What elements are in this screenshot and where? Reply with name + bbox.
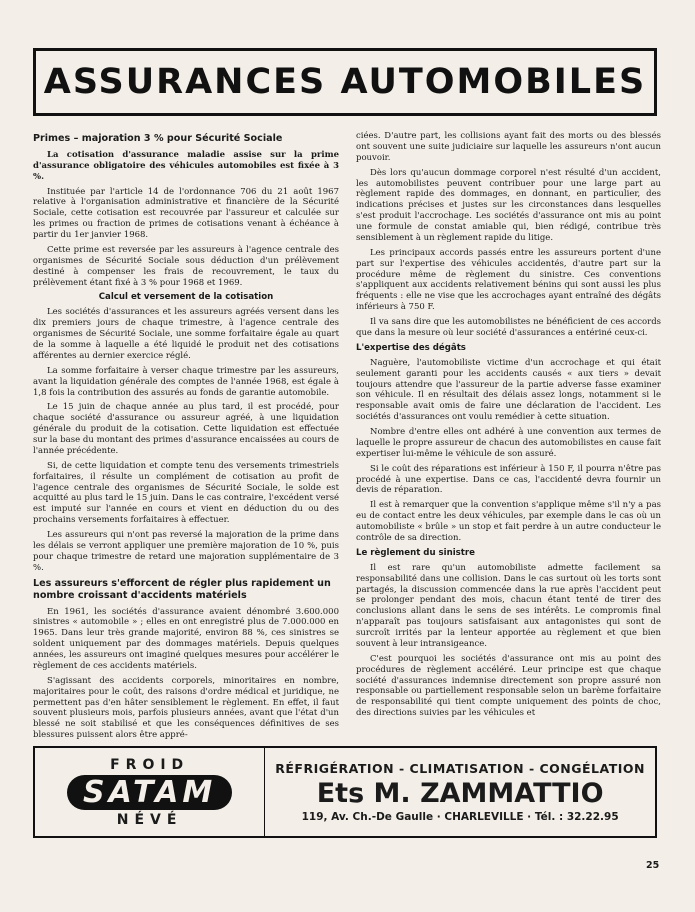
satam-logo — [35, 748, 265, 836]
paragraph: Dès lors qu'aucun dommage corporel n'est résulté d'un accident, les automobilistes peuvent contribuer pour une large part au règlement rapide des dommages, en donnant, en particulier, des indications précises et justes sur les circonstances dans lesquelles s'est produit l'accrochage. Les sociétés d'assurance ont mis au point une formule de constat amiable qui, bien rédigé, contribue très sensiblement à un règlement rapide du litige. — [356, 167, 661, 243]
paragraph: Il va sans dire que les automobilistes ne bénéficient de ces accords que dans la mesure où leur société d'assurances a entériné ceux-ci. — [356, 317, 661, 338]
title-frame — [33, 48, 657, 116]
paragraph: Si, de cette liquidation et compte tenu des versements trimestriels forfaitaires, il résulte un complément de cotisation au profit de l'agence centrale des organismes de Sécurité Sociale, le solde est acquitté au plus tard le 15 juin. Dans le cas contraire, l'excédent versé est imputé sur l'année en cours et vient en déduction du ou des prochains versements forfaitaires à effectuer. — [33, 460, 339, 526]
paragraph: Les assureurs qui n'ont pas reversé la majoration de la prime dans les délais se verront appliquer une première majoration de 10 %, puis pour chaque trimestre de retard une majoration supplémentaire de 3 %. — [33, 530, 339, 573]
ad-address: 119, Av. Ch.-De Gaulle · CHARLEVILLE · Tél. : 32.22.95 — [301, 811, 619, 823]
left-column — [33, 131, 339, 741]
ad-company-block — [265, 748, 655, 836]
page-number: 25 — [646, 860, 660, 871]
paragraph: Si le coût des réparations est inférieur à 150 F, il pourra n'être pas procédé à une expertise. Dans ce cas, l'accidenté devra fournir un devis de réparation. — [356, 463, 661, 496]
paragraph: Les principaux accords passés entre les assureurs portent d'une part sur l'expertise des véhicules accidentés, d'autre part sur la procédure même de règlement du sinistre. Ces conventions s'appliquent aux accidents relativement bénins qui sont aussi les plus fréquents : elle ne vise que les accrochages ayant entraîné des dégâts inférieurs à 750 F. — [356, 247, 661, 313]
ad-froid-text: FROID — [110, 756, 190, 773]
right-column — [356, 131, 661, 731]
paragraph: Naguère, l'automobiliste victime d'un accrochage et qui était seulement garanti pour les accidents causés « aux tiers » devait toujours attendre que l'assureur de la partie adverse fasse examiner son véhicule. Il en résultait des délais assez longs, notamment si le responsable avait omis de faire une déclaration de l'accident. Les sociétés d'assurances ont voulu remédier à cette situation. — [356, 357, 661, 423]
paragraph: ciées. D'autre part, les collisions ayant fait des morts ou des blessés ont souvent une suite judiciaire sur laquelle les assureurs n'ont aucun pouvoir. — [356, 131, 661, 163]
paragraph: Il est rare qu'un automobiliste admette facilement sa responsabilité dans une collision. Dans le cas surtout où les torts sont partagés, la discussion commencée dans la rue après l'accident peut se prolonger pendant des mois, chacun étant tenté de tirer des conclusions allant dans le sens de ses intérêts. Le compromis final n'apparaît pas toujours satisfaisant aux antagonistes qui sont de surcroît irrités par la lenteur apportée au règlement et que bien souvent à leur intransigeance. — [356, 562, 661, 649]
heading-assureurs: Les assureurs s'efforcent de régler plus rapidement un nombre croissant d'accidents matériels — [33, 577, 331, 601]
ad-satam-brand: SATAM — [67, 775, 232, 810]
paragraph: Nombre d'entre elles ont adhéré à une convention aux termes de laquelle le propre assureur de chacun des automobilistes en cause fait expertiser lui-même le véhicule de son assuré. — [356, 427, 661, 459]
ad-services: RÉFRIGÉRATION - CLIMATISATION - CONGÉLATION — [275, 761, 645, 776]
ad-neve-text: NÉVÉ — [116, 811, 183, 828]
paragraph: La somme forfaitaire à verser chaque trimestre par les assureurs, avant la liquidation générale des comptes de l'année 1968, est égale à 1,8 fois la contribution des assurés au fonds de garantie automobile. — [33, 365, 339, 398]
ad-company-name: Ets M. ZAMMATTIO — [316, 778, 604, 809]
heading-calcul: Calcul et versement de la cotisation — [98, 292, 274, 303]
paragraph: S'agissant des accidents corporels, minoritaires en nombre, majoritaires pour le coût, des raisons d'ordre médical et juridique, ne permettent pas d'en hâter sensiblement le règlement. En effet, il faut souvent plusieurs mois, parfois plusieurs années, avant que l'état d'un blessé ne soit stabilisé et que les conséquences définitives de ses blessures puissent alors être appré- — [33, 675, 339, 741]
paragraph: Le 15 juin de chaque année au plus tard, il est procédé, pour chaque société d'assurance ou assureur agréé, à une liquidation générale du produit de la cotisation. Cette liquidation est effectuée sur la base du montant des primes d'assurance encaissées au cours de l'année précédente. — [33, 402, 339, 456]
lead-paragraph: La cotisation d'assurance maladie assise sur la prime d'assurance obligatoire des véhicules automobiles est fixée à 3 %. — [33, 149, 339, 182]
paragraph: C'est pourquoi les sociétés d'assurance ont mis au point des procédures de règlement accéléré. Leur principe est que chaque société d'assurances indemnise directement son propre assuré non responsable ou partiellement responsable selon un barème forfaitaire de responsabilité qui tient compte uniquement des points de choc, des directions suivies par les véhicules et — [356, 653, 661, 719]
heading-reglement: Le règlement du sinistre — [356, 547, 475, 558]
heading-expertise: L'expertise des dégâts — [356, 342, 466, 353]
paragraph: Instituée par l'article 14 de l'ordonnance 706 du 21 août 1967 relative à l'organisation administrative et financière de la Sécurité Sociale, cette cotisation est recouvrée par l'assureur et calculée sur les primes ou fraction de primes de cotisations venant à échéance à partir du 1er janvier 1968. — [33, 186, 339, 241]
paragraph: Il est à remarquer que la convention s'applique même s'il n'y a pas eu de contact entre les deux véhicules, par exemple dans le cas où un automobiliste « brûle » un stop et fait perdre à un autre conducteur le contrôle de sa direction. — [356, 500, 661, 543]
heading-primes: Primes – majoration 3 % pour Sécurité Sociale — [33, 133, 283, 144]
paragraph: Les sociétés d'assurances et les assureurs agréés versent dans les dix premiers jours de chaque trimestre, à l'agence centrale des organismes de Sécurité Sociale, une somme forfaitaire égale au quart de la somme à laquelle a été liquidé le produit net des cotisations afférentes au dernier exercice réglé. — [33, 307, 339, 361]
paragraph: En 1961, les sociétés d'assurance avaient dénombré 3.600.000 sinistres « automobile » ; elles en ont enregistré plus de 7.000.000 en 1965. Dans leur très grande majorité, environ 88 %, ces sinistres se soldent uniquement par des dommages matériels. Depuis quelques années, les assureurs ont imaginé quelques mesures pour accélérer le règlement de ces accidents matériels. — [33, 606, 339, 671]
page-title: ASSURANCES AUTOMOBILES — [43, 62, 647, 102]
paragraph: Cette prime est reversée par les assureurs à l'agence centrale des organismes de Sécurité Sociale sous déduction d'un prélèvement destiné à compenser les frais de recouvrement, le taux du prélèvement étant fixé à 3 % pour 1968 et 1969. — [33, 244, 339, 288]
advertisement-box — [33, 746, 657, 838]
